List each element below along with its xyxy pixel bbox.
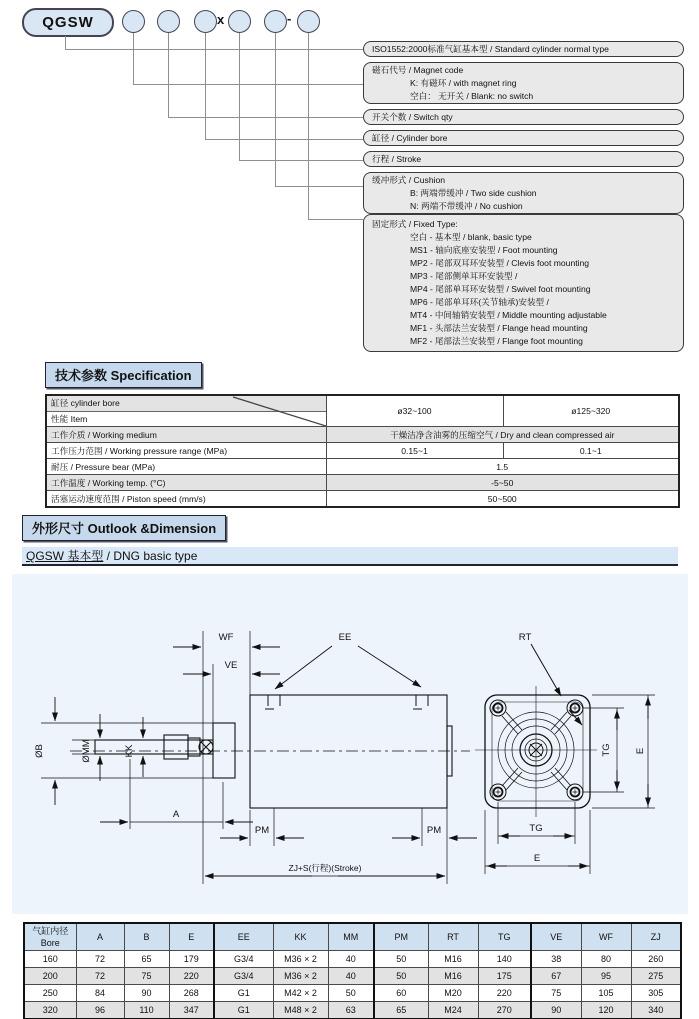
drawing-area [12, 574, 688, 914]
dim-cell: 80 [581, 951, 631, 968]
code-box-line: MP3 - 尾部侧单耳环安装型 / [410, 271, 518, 281]
code-box-line: 磁石代号 / Magnet code [372, 64, 464, 75]
dim-header: EE [214, 923, 273, 951]
dim-label-omm: ØMM [81, 739, 92, 763]
dim-cell: 95 [581, 968, 631, 985]
code-circle-switch-qty [157, 10, 180, 33]
code-box-line: N: 两端不带缓冲 / No cushion [410, 200, 523, 211]
dim-cell: 96 [76, 1002, 124, 1019]
connector-line [308, 219, 363, 220]
dim-label-kk: KK [124, 744, 135, 758]
dimension-table [23, 922, 682, 1019]
spec-row-label: 活塞运动速度范围 / Piston speed (mm/s) [46, 491, 326, 508]
dim-label-e-bottom: E [533, 853, 541, 864]
connector-line [168, 117, 363, 118]
dim-label-ee: EE [338, 632, 352, 643]
dim-header: RT [428, 923, 478, 951]
dim-cell: 50 [374, 951, 428, 968]
code-box-line: 开关个数 / Switch qty [372, 111, 453, 122]
dim-cell: 179 [169, 951, 214, 968]
dim-cell: 50 [328, 985, 374, 1002]
dim-label-ob: ØB [34, 744, 45, 758]
dim-cell: M48 × 2 [273, 1002, 328, 1019]
dim-label-rt: RT [518, 632, 532, 643]
code-box-magnet-code [363, 62, 684, 104]
code-box-line: MP2 - 尾部双耳环安装型 / Clevis foot mounting [410, 258, 590, 268]
dim-cell: 160 [24, 951, 76, 968]
connector-line [308, 33, 309, 219]
dim-cell: 260 [631, 951, 681, 968]
multiply-sign: x [217, 12, 225, 27]
dim-header: VE [531, 923, 581, 951]
side-view-dimensions [41, 631, 477, 884]
dim-table-row [24, 985, 681, 1002]
dim-table-header-row [24, 923, 681, 951]
dim-table-row [24, 1002, 681, 1019]
code-box-line: MP6 - 尾部单耳环(关节轴承)安装型 / [410, 297, 549, 307]
dim-label-wf: WF [218, 632, 234, 643]
dim-header-bore-en: Bore [40, 938, 60, 948]
spec-row-pressure-bear [46, 459, 679, 475]
dim-cell: 65 [374, 1002, 428, 1019]
dim-label-ve: VE [224, 660, 238, 671]
spec-col-large-bore: ø125~320 [503, 395, 679, 427]
dim-header: A [76, 923, 124, 951]
dim-cell: 200 [24, 968, 76, 985]
drawing-labels [34, 632, 646, 873]
spec-section-title: 技术参数 Specification [45, 362, 202, 388]
dim-cell: 60 [374, 985, 428, 1002]
dim-cell: 268 [169, 985, 214, 1002]
dim-cell: M16 [428, 951, 478, 968]
dim-header: PM [374, 923, 428, 951]
technical-drawing [12, 574, 688, 914]
code-box-line: ISO1552:2000标准气缸基本型 / Standard cylinder normal type [372, 43, 609, 54]
code-box-standard-type [363, 41, 684, 57]
model-name-pill: QGSW [22, 8, 114, 37]
basic-type-rest: / DNG basic type [103, 549, 198, 563]
spec-corner-top-label: 缸径 cylinder bore [47, 396, 326, 412]
end-view [475, 686, 597, 817]
dim-label-pm-right: PM [426, 825, 442, 836]
dim-header: TG [478, 923, 531, 951]
dim-cell: 105 [581, 985, 631, 1002]
dim-cell: 90 [531, 1002, 581, 1019]
dimension-section-title: 外形尺寸 Outlook &Dimension [22, 515, 226, 541]
dim-cell: 120 [581, 1002, 631, 1019]
spec-row-label: 工作介质 / Working medium [46, 427, 326, 443]
dim-header: E [169, 923, 214, 951]
connector-line [275, 186, 363, 187]
dim-header: KK [273, 923, 328, 951]
dash-sign: - [287, 11, 292, 26]
code-circle-cushion [264, 10, 287, 33]
connector-line [275, 33, 276, 186]
dim-cell: 90 [124, 985, 169, 1002]
dim-cell: 72 [76, 968, 124, 985]
spec-row-label: 耐压 / Pressure bear (MPa) [46, 459, 326, 475]
dim-cell: 75 [124, 968, 169, 985]
dim-cell: 67 [531, 968, 581, 985]
spec-row-value: -5~50 [326, 475, 679, 491]
spec-row-value: 50~500 [326, 491, 679, 508]
basic-type-band [22, 547, 678, 566]
code-box-stroke [363, 151, 684, 167]
spec-corner-cell [46, 395, 326, 427]
code-box-fixed-type [363, 214, 684, 352]
dim-cell: 347 [169, 1002, 214, 1019]
dim-cell: G1 [214, 985, 273, 1002]
spec-row-value-small: 0.15~1 [326, 443, 503, 459]
dim-cell: M16 [428, 968, 478, 985]
dim-cell: M36 × 2 [273, 968, 328, 985]
dim-header: MM [328, 923, 374, 951]
dim-cell: 250 [24, 985, 76, 1002]
dim-table-row [24, 968, 681, 985]
code-box-line: MF2 - 尾部法兰安装型 / Flange foot mounting [410, 336, 583, 346]
dim-cell: M36 × 2 [273, 951, 328, 968]
end-view-dimensions [485, 644, 655, 874]
connector-line [205, 139, 363, 140]
code-box-line: MS1 - 轴向底座安装型 / Foot mounting [410, 245, 558, 255]
spec-header-row [46, 395, 679, 427]
dim-header: WF [581, 923, 631, 951]
dim-cell: 270 [478, 1002, 531, 1019]
dim-cell: 340 [631, 1002, 681, 1019]
connector-line [133, 33, 134, 84]
dim-cell: 110 [124, 1002, 169, 1019]
dim-cell: 65 [124, 951, 169, 968]
dim-cell: 75 [531, 985, 581, 1002]
dim-header-bore-zh: 气缸内径 [32, 926, 69, 936]
code-box-cushion [363, 172, 684, 214]
code-box-cylinder-bore [363, 130, 684, 146]
dim-cell: G1 [214, 1002, 273, 1019]
code-box-line: MF1 - 头部法兰安装型 / Flange head mounting [410, 323, 588, 333]
dim-cell: M20 [428, 985, 478, 1002]
dim-cell: 84 [76, 985, 124, 1002]
dim-header-bore [24, 923, 76, 951]
code-circle-bore [194, 10, 217, 33]
dim-cell: 40 [328, 968, 374, 985]
spec-row-value-large: 0.1~1 [503, 443, 679, 459]
dim-cell: 40 [328, 951, 374, 968]
dim-cell: 72 [76, 951, 124, 968]
dim-cell: G3/4 [214, 968, 273, 985]
connector-line [239, 160, 363, 161]
spec-row-working-temp [46, 475, 679, 491]
dim-cell: 275 [631, 968, 681, 985]
dim-cell: G3/4 [214, 951, 273, 968]
dim-cell: M42 × 2 [273, 985, 328, 1002]
code-box-line: 空白 - 基本型 / blank, basic type [410, 232, 532, 242]
dim-cell: 175 [478, 968, 531, 985]
code-box-line: 固定形式 / Fixed Type: [372, 219, 458, 229]
code-box-switch-qty [363, 109, 684, 125]
basic-type-model: QGSW 基本型 [26, 549, 104, 563]
spec-col-small-bore: ø32~100 [326, 395, 503, 427]
spec-row-piston-speed [46, 491, 679, 508]
code-box-line: K: 有磁环 / with magnet ring [410, 77, 517, 88]
dim-cell: 140 [478, 951, 531, 968]
spec-row-medium [46, 427, 679, 443]
connector-line [205, 33, 206, 139]
dim-cell: M24 [428, 1002, 478, 1019]
dim-table-row [24, 951, 681, 968]
dim-header: ZJ [631, 923, 681, 951]
dim-cell: 38 [531, 951, 581, 968]
code-box-line: B: 两端带缓冲 / Two side cushion [410, 187, 537, 198]
code-box-line: 行程 / Stroke [372, 153, 422, 164]
code-circle-fixed-type [297, 10, 320, 33]
connector-line [168, 33, 169, 117]
dim-label-tg-vertical: TG [601, 743, 612, 757]
dim-cell: 220 [478, 985, 531, 1002]
spec-row-label: 工作温度 / Working temp. (°C) [46, 475, 326, 491]
spec-row-label: 工作压力范围 / Working pressure range (MPa) [46, 443, 326, 459]
spec-row-pressure-range [46, 443, 679, 459]
spec-table [45, 394, 680, 508]
code-box-line: 缓冲形式 / Cushion [372, 174, 446, 185]
dim-cell: 220 [169, 968, 214, 985]
dim-cell: 63 [328, 1002, 374, 1019]
dim-cell: 320 [24, 1002, 76, 1019]
dim-label-stroke: ZJ+S(行程)(Stroke) [288, 863, 362, 873]
spec-row-value: 1.5 [326, 459, 679, 475]
dim-label-a: A [172, 809, 180, 820]
connector-line [65, 49, 363, 50]
dim-cell: 50 [374, 968, 428, 985]
code-box-line: MT4 - 中间轴销安装型 / Middle mounting adjustable [410, 310, 607, 320]
dim-label-pm-left: PM [254, 825, 270, 836]
code-box-line: 缸径 / Cylinder bore [372, 132, 448, 143]
code-circle-stroke [228, 10, 251, 33]
spec-corner-bottom-label: 性能 Item [47, 412, 326, 426]
dim-label-tg-bottom: TG [529, 823, 543, 834]
dim-label-e-vertical: E [635, 747, 646, 755]
spec-row-value: 干燥洁净含油雾的压缩空气 / Dry and clean compressed air [326, 427, 679, 443]
code-circle-magnet [122, 10, 145, 33]
dim-header: B [124, 923, 169, 951]
code-box-line: MP4 - 尾部单耳环安装型 / Swivel foot mounting [410, 284, 591, 294]
connector-line [239, 33, 240, 160]
code-box-line: 空白： 无开关 / Blank: no switch [410, 90, 534, 101]
connector-line [65, 36, 66, 49]
dim-cell: 305 [631, 985, 681, 1002]
